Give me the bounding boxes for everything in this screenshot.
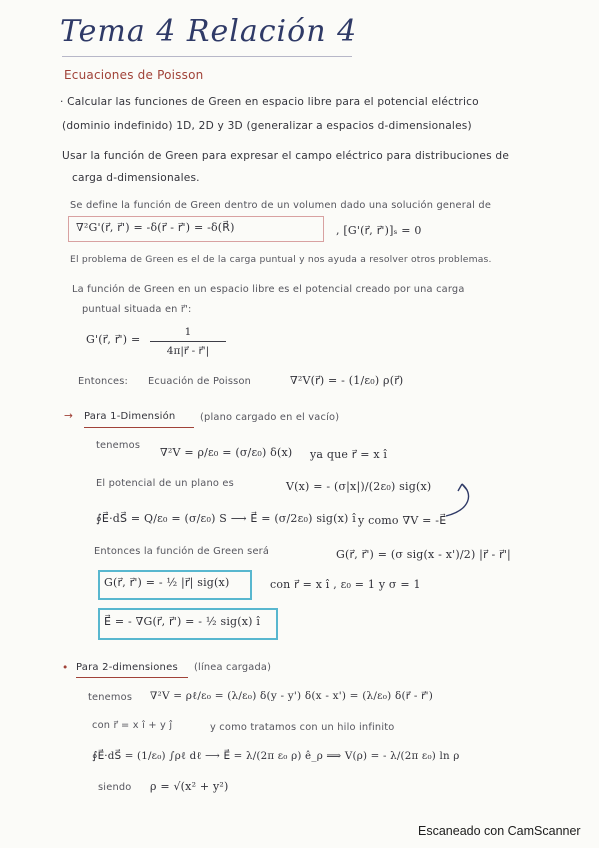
text-line: tenemos bbox=[88, 692, 133, 703]
green-3d-lhs: G'(r⃗, r⃗') = bbox=[86, 333, 141, 346]
green-1d-result: G(r⃗, r⃗') = - ½ |r⃗| sig(x) bbox=[104, 576, 230, 589]
bullet-icon: • bbox=[62, 662, 69, 674]
field-1d-result: E⃗ = - ∇G(r⃗, r⃗') = - ½ sig(x) î bbox=[104, 615, 261, 628]
text-line: carga d-dimensionales. bbox=[72, 172, 200, 184]
rho-definition: ρ = √(x² + y²) bbox=[150, 780, 229, 793]
arrow-icon: → bbox=[64, 410, 74, 422]
text-line: · Calcular las funciones de Green en espacio libre para el potencial eléctrico bbox=[60, 96, 479, 108]
text-line: Usar la función de Green para expresar el campo eléctrico para distribuciones de bbox=[62, 150, 510, 162]
green-definition-equation: ∇²G'(r⃗, r⃗') = -δ(r⃗ - r⃗') = -δ(R⃗) bbox=[76, 221, 235, 234]
text-line: tenemos bbox=[96, 440, 141, 451]
text-line: puntual situada en r⃗': bbox=[82, 304, 192, 315]
subsection-note: (línea cargada) bbox=[194, 662, 272, 673]
text-line: siendo bbox=[98, 782, 132, 793]
text-line: y como tratamos con un hilo infinito bbox=[210, 722, 395, 733]
text-line: El potencial de un plano es bbox=[96, 478, 234, 489]
subsection-underline bbox=[76, 677, 188, 678]
subsection-underline bbox=[84, 427, 194, 428]
since-note: ya que r⃗ = x î bbox=[310, 448, 388, 461]
text-line: Ecuación de Poisson bbox=[148, 376, 252, 387]
text-line: Entonces la función de Green será bbox=[94, 546, 270, 557]
constants-note: con r⃗ = x î , ε₀ = 1 y σ = 1 bbox=[270, 578, 421, 591]
poisson-2d: ∇²V = ρℓ/ε₀ = (λ/ε₀) δ(y - y') δ(x - x') = (λ/ε₀) δ(r⃗ - r⃗') bbox=[150, 690, 434, 702]
subsection-2d: Para 2-dimensiones bbox=[76, 662, 178, 673]
text-line: La función de Green en un espacio libre es el potencial creado por una carga bbox=[72, 284, 465, 295]
text-line: Entonces: bbox=[78, 376, 129, 387]
text-line: Se define la función de Green dentro de un volumen dado una solución general de bbox=[70, 200, 492, 211]
green-1d-general: G(r⃗, r⃗') = (σ sig(x - x')/2) |r⃗ - r⃗'| bbox=[336, 548, 511, 561]
page-title: Tema 4 Relación 4 bbox=[60, 14, 358, 49]
green-3d-denominator: 4π|r⃗ - r⃗'| bbox=[166, 345, 210, 357]
poisson-equation: ∇²V(r⃗) = - (1/ε₀) ρ(r⃗) bbox=[290, 374, 404, 387]
gradient-relation: y como ∇V = -E⃗ bbox=[358, 514, 447, 527]
green-3d-numerator: 1 bbox=[184, 326, 192, 338]
subsection-note: (plano cargado en el vacío) bbox=[200, 412, 340, 423]
text-line: con r⃗ = x î + y ĵ bbox=[92, 720, 173, 731]
gauss-law-1d: ∮E⃗·dS⃗ = Q/ε₀ = (σ/ε₀) S ⟶ E⃗ = (σ/2ε₀) sig(x) î bbox=[96, 512, 356, 525]
plane-potential: V(x) = - (σ|x|)/(2ε₀) sig(x) bbox=[286, 480, 432, 493]
boundary-condition: , [G'(r⃗, r⃗')]ₛ = 0 bbox=[336, 224, 422, 237]
section-heading: Ecuaciones de Poisson bbox=[64, 68, 204, 82]
scanner-watermark: Escaneado con CamScanner bbox=[418, 824, 581, 838]
title-underline bbox=[62, 56, 352, 57]
text-line: (dominio indefinido) 1D, 2D y 3D (generalizar a espacios d-dimensionales) bbox=[62, 120, 472, 132]
text-line: El problema de Green es el de la carga puntual y nos ayuda a resolver otros problemas. bbox=[70, 254, 492, 265]
subsection-1d: Para 1-Dimensión bbox=[84, 411, 176, 422]
poisson-1d: ∇²V = ρ/ε₀ = (σ/ε₀) δ(x) bbox=[160, 446, 293, 459]
gauss-law-2d: ∮E⃗·dS⃗ = (1/ε₀) ∫ρℓ dℓ ⟶ E⃗ = λ/(2π ε₀ ρ) ê_ρ ⟹ V(ρ) = - λ/(2π ε₀) ln ρ bbox=[92, 750, 460, 762]
fraction-bar bbox=[150, 341, 226, 342]
